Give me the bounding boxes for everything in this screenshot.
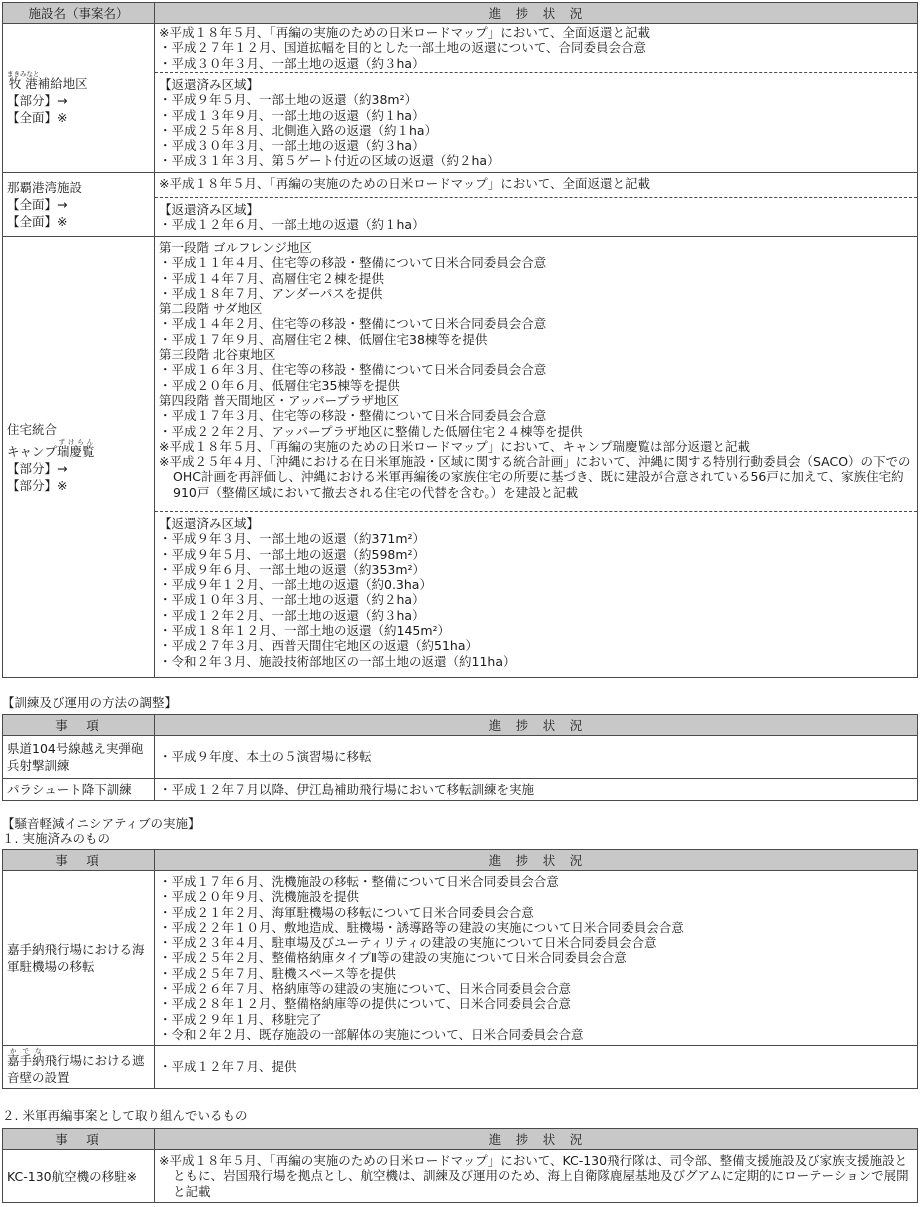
table-row [3,1150,918,1203]
header-progress: 進 捗 状 況 [155,715,918,736]
header-item: 事 項 [3,1129,155,1150]
progress-line: ・平成２５年２月、整備格納庫タイプⅡ等の建設の実施について日米合同委員会合意 [159,950,627,966]
returned-line: ・平成１２年６月、一部土地の返還（約１ha） [159,217,425,233]
progress-line: ・平成１８年７月、アンダーパスを提供 [159,285,383,301]
returned-line: ・平成１３年９月、一部土地の返還（約１ha） [159,107,425,123]
returned-line: ・平成９年５月、一部土地の返還（約598m²） [159,546,426,562]
facility-name-2: キャンプ瑞慶覧ずけらん [7,437,95,459]
progress-line: ・平成１４年２月、住宅等の移設・整備について日米合同委員会合意 [159,316,547,332]
item-cell: 県道104号線越え実弾砲兵射撃訓練 [3,736,155,779]
table-row [3,173,918,198]
progress-line: ※平成１８年５月、「再編の実施のための日米ロードマップ」において、キャンプ瑞慶覧は部分返還と記載 [159,438,750,454]
table-row [3,871,918,1046]
returned-area-cell [155,73,918,173]
progress-line: ・平成１６年３月、住宅等の移設・整備について日米合同委員会合意 [159,362,547,378]
returned-line: ・平成９年３月、一部土地の返還（約371m²） [159,531,426,547]
progress-line: ※平成１８年５月、「再編の実施のための日米ロードマップ」において、全面返還と記載 [159,25,650,40]
progress-line: ・平成１１年４月、住宅等の移設・整備について日米合同委員会合意 [159,255,547,271]
table-row [3,1046,918,1089]
stage-heading: 第一段階 ゴルフレンジ地区 [159,240,312,255]
returned-line: ・令和２年３月、施設技術部地区の一部土地の返還（約11ha） [159,653,516,669]
status-from: 【部分】→ [7,460,68,476]
progress-cell [155,871,918,1046]
facility-name: 住宅統合 [7,421,58,437]
progress-line: ・平成１７年６月、洗機施設の移転・整備について日米合同委員会合意 [159,874,559,889]
returned-line: ・平成２７年３月、西普天間住宅地区の返還（約51ha） [159,638,478,654]
table-row [3,24,918,73]
item-cell: 嘉手納かでな飛行場における遮音壁の設置 [3,1046,155,1089]
header-progress: 進 捗 状 況 [155,1129,918,1150]
progress-line: ・平成２９年１月、移駐完了 [159,1011,322,1027]
progress-cell [155,24,918,73]
progress-line: ・平成１７年９月、高層住宅２棟、低層住宅38棟等を提供 [159,331,488,347]
progress-line: ・平成１７年３月、住宅等の移設・整備について日米合同委員会合意 [159,408,547,424]
returned-area-heading: 【返還済み区域】 [159,516,260,531]
returned-line: ・平成１２年２月、一部土地の返還（約３ha） [159,607,425,623]
table-row [3,779,918,801]
progress-cell: ・平成１２年７月以降、伊江島補助飛行場において移転訓練を実施 [155,779,918,801]
stage-heading: 第四段階 普天間地区・アッパープラザ地区 [159,392,399,408]
returned-area-heading: 【返還済み区域】 [159,77,260,92]
item-cell: パラシュート降下訓練 [3,779,155,801]
progress-line: ・平成２８年１２月、整備格納庫等の提供について、日米合同委員会合意 [159,996,572,1012]
status-from: 【部分】→ [7,93,68,108]
returned-line: ・平成９年５月、一部土地の返還（約38m²） [159,92,418,108]
progress-line: ・平成２２年２月、アッパープラザ地区に整備した低層住宅２４棟等を提供 [159,423,583,439]
progress-line: ・平成２０年６月、低層住宅35棟等を提供 [159,377,400,393]
progress-line: ・平成２０年９月、洗機施設を提供 [159,889,360,905]
progress-cell [155,237,918,512]
header-progress: 進 捗 状 況 [155,850,918,871]
status-to: 【全面】※ [7,110,68,125]
facility-name: 牧港まきみなと補給地区 [7,70,88,91]
training-table-header [3,715,918,736]
header-facility-name: 施設名（事案名） [3,3,155,24]
progress-line: ・平成３０年３月、一部土地の返還（約３ha） [159,55,425,71]
header-item: 事 項 [3,850,155,871]
returned-line: ・平成１０年３月、一部土地の返還（約２ha） [159,592,425,608]
progress-line: ・平成２５年７月、駐機スペース等を提供 [159,965,396,981]
stage-heading: 第二段階 サダ地区 [159,301,263,317]
facility-table [2,2,918,678]
section-title-training: 【訓練及び運用の方法の調整】 [2,695,178,710]
section-subtitle-realignment: ２. 米軍再編事案として取り組んでいるもの [2,1108,248,1123]
progress-line: ・平成２１年２月、海軍駐機場の移転について日米合同委員会合意 [159,904,534,920]
item-cell: KC-130航空機の移駐※ [3,1150,155,1203]
progress-line: ・平成２７年１２月、国道拡幅を目的とした一部土地の返還について、合同委員会合意 [159,40,647,56]
returned-line: ・平成９年６月、一部土地の返還（約353m²） [159,561,426,577]
returned-area-cell [155,198,918,237]
returned-area-cell [155,512,918,678]
progress-line: ・令和２年２月、既存施設の一部解体の実施について、日米合同委員会合意 [159,1026,584,1042]
returned-line: ・平成１８年１２月、一部土地の返還（約145m²） [159,623,451,639]
progress-line: ・平成１４年７月、高層住宅２棟を提供 [159,270,385,286]
progress-line: ・平成２２年１０月、敷地造成、駐機場・誘導路等の建設の実施について日米合同委員会合意 [159,919,684,935]
facility-name: 那覇港湾施設 [7,180,83,195]
progress-cell: ※平成１８年５月、「再編の実施のための日米ロードマップ」において、KC-130飛行隊は、司令部、整備支援施設及び家族支援施設とともに、岩国飛行場を拠点とし、航空機は、訓練及び運用のため、海上自衛隊鹿屋基地及びグアムに定期的にローテーションで展開と記載 [155,1150,918,1203]
progress-line: ・平成２６年７月、格納庫等の建設の実施について、日米合同委員会合意 [159,981,572,997]
facility-name-cell [3,237,155,678]
stage-heading: 第三段階 北谷東地区 [159,347,276,363]
progress-cell: ・平成１２年７月、提供 [155,1046,918,1089]
progress-line: ※平成２５年４月、「沖縄における在日米軍施設・区域に関する統合計画」において、沖縄に関する特別行動委員会（SACO）の下でのOHC計画を再評価し、沖縄における米軍再編後の家族住宅の所要に基づき、既に建設が合意されている56戸に加えて、家族住宅約910戸（整備区域において撤去される住宅の代替を含む。）を建設と記載 [159,454,911,500]
realignment-table [2,1128,918,1203]
training-table [2,714,918,801]
header-item: 事 項 [3,715,155,736]
progress-line: ※平成１８年５月、「再編の実施のための日米ロードマップ」において、全面返還と記載 [159,176,650,191]
header-progress: 進 捗 状 況 [155,3,918,24]
facility-name-cell [3,24,155,173]
returned-line: ・平成９年１２月、一部土地の返還（約0.3ha） [159,577,432,593]
status-to: 【全面】※ [7,214,68,229]
returned-line: ・平成３０年３月、一部土地の返還（約３ha） [159,138,425,154]
table-row [3,736,918,779]
noise-table-header [3,850,918,871]
table-row [3,237,918,512]
progress-cell [155,173,918,198]
section-subtitle-done: １. 実施済みのもの [2,831,110,846]
item-cell: 嘉手納飛行場における海軍駐機場の移転 [3,871,155,1046]
progress-line: ・平成２３年４月、駐車場及びユーティリティの建設の実施について日米合同委員会合意 [159,935,657,951]
progress-cell: ・平成９年度、本土の５演習場に移転 [155,736,918,779]
returned-area-heading: 【返還済み区域】 [159,202,260,217]
realignment-table-header [3,1129,918,1150]
facility-table-header [3,3,918,24]
section-title-noise: 【騒音軽減イニシアティブの実施】 [2,816,201,831]
returned-line: ・平成２５年８月、北側進入路の返還（約１ha） [159,122,438,138]
noise-table [2,849,918,1089]
returned-line: ・平成３１年３月、第５ゲート付近の区域の返還（約２ha） [159,153,500,169]
facility-name-cell [3,173,155,237]
status-from: 【全面】→ [7,197,68,212]
status-to: 【部分】※ [7,477,68,493]
